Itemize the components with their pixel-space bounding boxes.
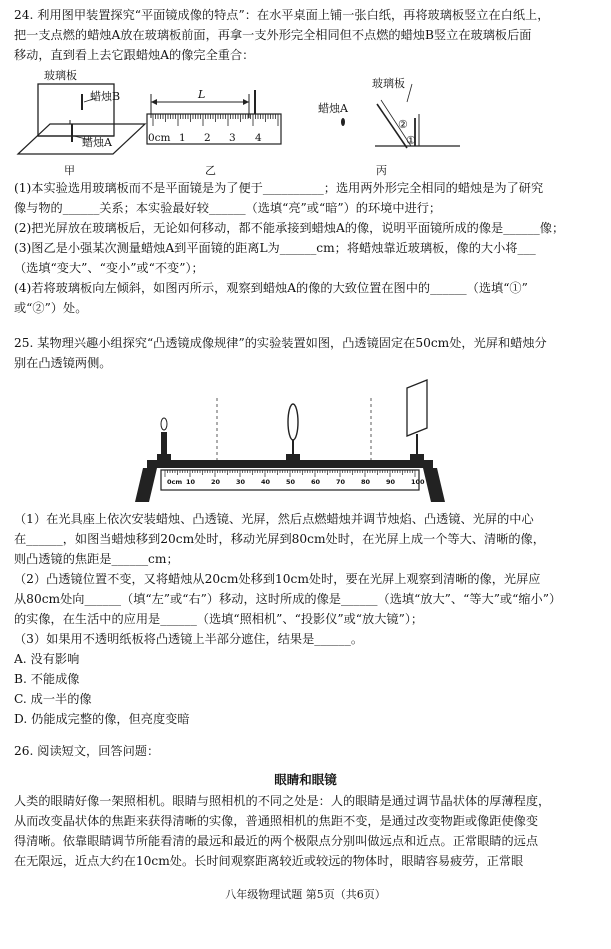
bench-scale-label: 90 [386,478,396,486]
q25-option-c: C. 成一半的像 [14,692,92,706]
fig-bing-board-label: 玻璃板 [372,77,405,90]
bench-scale-label: 30 [236,478,246,486]
fig-yi-L-label: L [198,88,206,101]
q24-stem-line-2: 把一支点燃的蜡烛A放在玻璃板前面，再拿一支外形完全相同但不点燃的蜡烛B竖立在玻璃板后面 [14,28,532,42]
optical-bench-figure [135,378,445,508]
bench-scale-label: 0cm [167,478,183,486]
bench-scale-label: 20 [211,478,221,486]
fig-yi-ruler-2: 2 [204,132,211,144]
page-footer: 八年级物理试题 第5页（共6页） [225,888,386,901]
q24-item-line-1: (1)本实验选用玻璃板而不是平面镜是为了便于__________；选用两外形完全相同的蜡烛是为了研究 [14,181,544,195]
bench-scale-label: 70 [336,478,346,486]
q26-article-title: 眼睛和眼镜 [274,772,337,787]
q24-item-line-4: (3)图乙是小强某次测量蜡烛A到平面镜的距离L为______cm；将蜡烛靠近玻璃板，像的大小将___ [14,241,536,255]
q25-option-d: D. 仍能成完整的像，但亮度变暗 [14,712,190,726]
q25-item-line-2: 在______，如图当蜡烛移到20cm处时，移动光屏到80cm处时，在光屏上成一个等大、清晰的像， [14,532,545,546]
q25-option-a: A. 没有影响 [14,652,80,666]
bench-scale-label: 10 [186,478,196,486]
fig-yi-ruler-4: 4 [255,132,262,144]
bench-scale-label: 80 [361,478,371,486]
fig-jia-candle-b-label: 蜡烛B [90,90,121,103]
fig-jia-candle-a-label: 蜡烛A [82,136,112,149]
q25-stem-line-1: 25. 某物理兴趣小组探究“凸透镜成像规律”的实验装置如图，凸透镜固定在50cm处，光屏和蜡烛分 [14,336,547,350]
q24-item-line-3: (2)把光屏放在玻璃板后，无论如何移动，都不能承接到蜡烛A的像，说明平面镜所成的像是______像； [14,221,565,235]
fig-yi-caption: 乙 [205,164,216,177]
q25-item-line-3: 则凸透镜的焦距是______cm； [14,552,179,566]
q25-option-b: B. 不能成像 [14,672,80,686]
q26-body-line-2: 从而改变晶状体的焦距来获得清晰的实像，普通照相机的焦距不变，是通过改变物距或像距使像变 [14,814,539,828]
fig-jia-board-label: 玻璃板 [44,69,77,82]
q24-item-line-6: (4)若将玻璃板向左倾斜，如图丙所示，观察到蜡烛A的像的大致位置在图中的______（选填“①” [14,281,528,295]
q25-stem-line-2: 别在凸透镜两侧。 [14,356,112,370]
q26-body-line-1: 人类的眼睛好像一架照相机。眼睛与照相机的不同之处是：人的眼睛是通过调节晶状体的厚薄程度， [14,794,551,808]
bench-scale-label: 50 [286,478,296,486]
q25-item-line-7: （3）如果用不透明纸板将凸透镜上半部分遮住，结果是______。 [14,632,364,646]
q25-item-line-6: 的实像，在生活中的应用是______（选填“照相机”、“投影仪”或“放大镜”）； [14,612,424,626]
fig-jia-caption: 甲 [64,164,75,177]
fig-yi-ruler-3: 3 [229,132,236,144]
fig-yi-ruler-0: 0cm [148,132,171,144]
bench-scale-label: 100 [411,478,425,486]
q25-item-line-1: （1）在光具座上依次安装蜡烛、凸透镜、光屏，然后点燃蜡烛并调节烛焰、凸透镜、光屏的中心 [14,512,534,526]
q24-item-line-5: （选填“变大”、“变小”或“不变”）； [14,261,204,275]
figure-jia [10,66,150,176]
bench-scale-label: 60 [311,478,321,486]
q26-body-line-4: 在无限远，近点大约在10cm处。长时间观察距离较近或较远的物体时，眼睛容易疲劳，正常眼 [14,854,524,868]
q26-body-line-3: 得清晰。依靠眼睛调节所能看清的最远和最近的两个极限点分别叫做远点和近点。正常眼睛的远点 [14,834,539,848]
fig-bing-mark-1: ① [406,134,416,147]
q26-stem: 26. 阅读短文，回答问题： [14,744,160,758]
fig-bing-caption: 丙 [376,164,387,177]
q24-item-line-2: 像与物的______关系；本实验最好较______（选填“亮”或“暗”）的环境中进行； [14,201,442,215]
fig-bing-candle-a-label: 蜡烛A [318,102,348,115]
q24-item-line-7: 或“②”）处。 [14,301,88,315]
q24-stem-line-3: 移动，直到看上去它跟蜡烛A的像完全重合： [14,48,255,62]
fig-bing-mark-2: ② [398,118,408,131]
q25-item-line-5: 从80cm处向______（填“左”或“右”）移动，这时所成的像是______（选填“放大”、“等大”或“缩小”） [14,592,562,606]
q24-stem-line-1: 24. 利用图甲装置探究“平面镜成像的特点”：在水平桌面上铺一张白纸，再将玻璃板竖立在白纸上， [14,8,550,22]
q25-item-line-4: （2）凸透镜位置不变，又将蜡烛从20cm处移到10cm处时，要在光屏上观察到清晰的像，光屏应 [14,572,541,586]
fig-yi-ruler-1: 1 [179,132,186,144]
bench-scale-label: 40 [261,478,271,486]
